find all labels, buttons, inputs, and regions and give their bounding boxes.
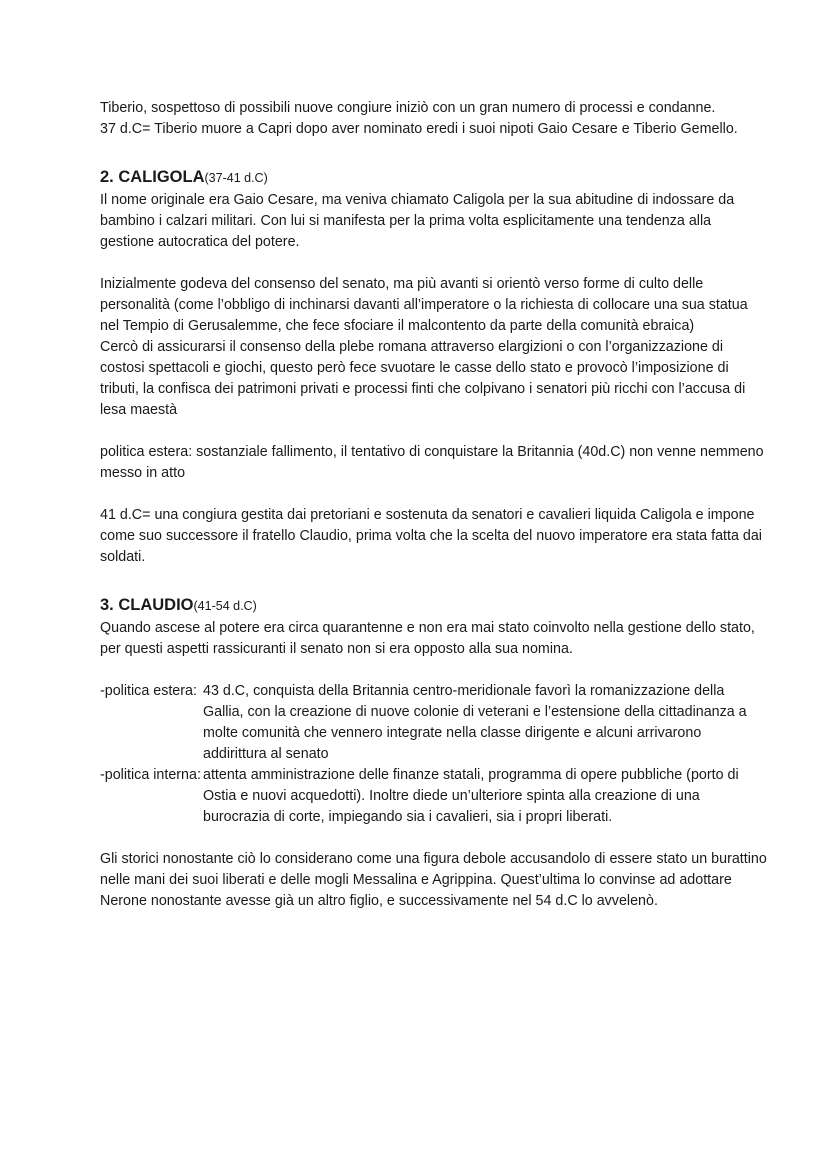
intro-paragraph-2: 37 d.C= Tiberio muore a Capri dopo aver nominato eredi i suoi nipoti Gaio Cesare e Tiberio Gemello. (100, 121, 738, 137)
spacer (100, 568, 768, 589)
section-title-text: 3. CLAUDIO (100, 596, 194, 614)
spacer (100, 140, 768, 161)
section-title-text: 2. CALIGOLA (100, 168, 205, 186)
domestic-policy-label: -politica interna: (100, 767, 201, 783)
claudio-paragraph-2: Gli storici nonostante ciò lo considerano come una figura debole accusandolo di essere stato un burattino nelle mani dei suoi liberati e delle mogli Messalina e Agrippina. Quest’ultima lo convinse ad adottare Nerone nonostante avesse già un altro figlio, e successivamente nel 54 d.C lo avvelenò. (100, 851, 767, 909)
section-title-caligola (100, 163, 768, 190)
claudio-paragraph-1: Quando ascese al potere era circa quarantenne e non era mai stato coinvolto nella gestione dello stato, per questi aspetti rassicuranti il senato non si era opposto alla sua nomina. (100, 620, 755, 657)
section-dates: (37-41 d.C) (204, 171, 268, 185)
caligola-paragraph-2: Inizialmente godeva del consenso del senato, ma più avanti si orientò verso forme di culto delle personalità (come l’obbligo di inchinarsi davanti all’imperatore o la richiesta di collocare una sua statua nel Tempio di Gerusalemme, che fece sfociare il malcontento da parte della comunità ebraica) (100, 276, 748, 334)
domestic-policy-text: attenta amministrazione delle finanze statali, programma di opere pubbliche (porto di Ostia e nuovi acquedotti). Inoltre diede un’ulteriore spinta alla creazione di una burocrazia di corte, impiegando sia i cavalieri, sia i propri liberati. (203, 767, 739, 825)
spacer (100, 421, 768, 442)
caligola-paragraph-1: Il nome originale era Gaio Cesare, ma veniva chiamato Caligola per la sua abitudine di indossare da bambino i calzari militari. Con lui si manifesta per la prima volta esplicitamente una tendenza alla gestione autocratica del potere. (100, 192, 735, 250)
domestic-policy-row (100, 765, 768, 828)
spacer (100, 484, 768, 505)
caligola-paragraph-4: politica estera: sostanziale fallimento, il tentativo di conquistare la Britannia (40d.C) non venne nemmeno messo in atto (100, 444, 764, 481)
intro-paragraph-1: Tiberio, sospettoso di possibili nuove congiure iniziò con un gran numero di processi e condanne. (100, 100, 716, 116)
section-dates: (41-54 d.C) (193, 599, 257, 613)
caligola-paragraph-5: 41 d.C= una congiura gestita dai pretoriani e sostenuta da senatori e cavalieri liquida Caligola e impone come suo successore il fratello Claudio, prima volta che la scelta del nuovo imperatore era stata fatta dai soldati. (100, 507, 762, 565)
spacer (100, 660, 768, 681)
foreign-policy-text: 43 d.C, conquista della Britannia centro-meridionale favorì la romanizzazione della Gallia, con la creazione di nuove colonie di veterani e l’estensione della cittadinanza a molte comunità che vennero integrate nella classe dirigente e alcuni arrivarono addirittura al senato (203, 683, 747, 762)
caligola-paragraph-3: Cercò di assicurarsi il consenso della plebe romana attraverso elargizioni o con l’organizzazione di costosi spettacoli e giochi, questo però fece svuotare le casse dello stato e provocò l’imposizione di tributi, la confisca dei patrimoni privati e processi finti che colpivano i senatori più ricchi con l’accusa di lesa maestà (100, 339, 746, 418)
foreign-policy-row (100, 681, 768, 765)
section-title-claudio (100, 591, 768, 618)
spacer (100, 828, 768, 849)
spacer (100, 253, 768, 274)
foreign-policy-label: -politica estera: (100, 683, 197, 699)
